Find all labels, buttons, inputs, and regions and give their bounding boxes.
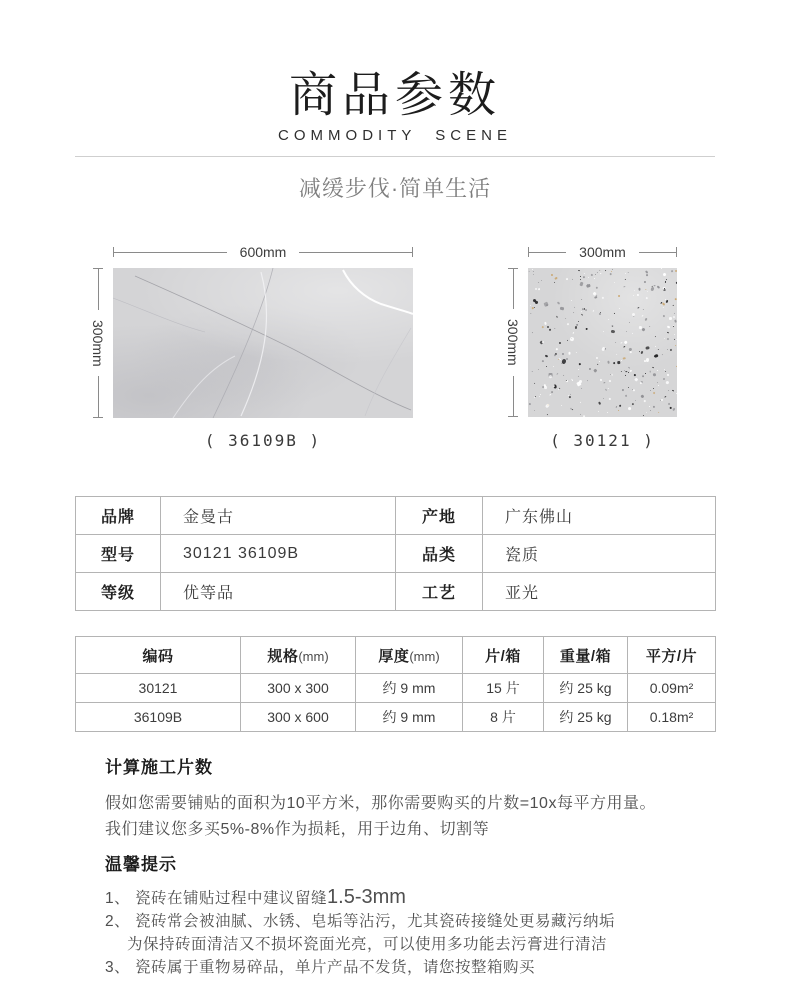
- ruler-line: [513, 269, 514, 309]
- column-header: 编码: [76, 637, 241, 674]
- terrazzo-width-ruler: [528, 244, 677, 260]
- ruler-line: [299, 252, 412, 253]
- info-key: 等级: [76, 573, 161, 611]
- table-row: [76, 573, 716, 611]
- ruler-line: [639, 252, 676, 253]
- info-value: 金曼古: [161, 497, 396, 535]
- column-header: 片/箱: [463, 637, 544, 674]
- ruler-tick: [412, 247, 413, 257]
- tip-text: 瓷砖属于重物易碎品，单片产品不发货，请您按整箱购买: [135, 959, 536, 976]
- info-value: 亚光: [483, 573, 716, 611]
- tip-text: 为保持砖面清洁又不损坏瓷面光亮，可以使用多功能去污膏进行清洁: [127, 936, 608, 953]
- spec-cell: 8 片: [463, 703, 544, 732]
- marble-width-label: 600mm: [239, 244, 287, 260]
- spec-cell: 300 x 600: [241, 703, 356, 732]
- info-key: 产地: [396, 497, 483, 535]
- column-header: 规格(mm): [241, 637, 356, 674]
- product-info-table: [75, 496, 716, 611]
- spec-cell: 15 片: [463, 674, 544, 703]
- tip-item: 2、 瓷砖常会被油腻、水锈、皂垢等沾污，尤其瓷砖接缝处更易藏污纳垢: [105, 913, 616, 930]
- tile-image-36109b: [113, 268, 413, 418]
- spec-cell: 约 25 kg: [544, 703, 628, 732]
- table-row: [76, 674, 716, 703]
- table-header-row: [76, 637, 716, 674]
- marble-caption: ( 36109B ): [204, 431, 322, 450]
- ruler-line: [98, 376, 99, 417]
- terrazzo-width-label: 300mm: [579, 244, 626, 260]
- tip-text: 瓷砖在铺贴过程中建议留缝1.5-3mm: [135, 886, 406, 908]
- ruler-tick: [508, 416, 518, 417]
- ruler-line: [98, 269, 99, 310]
- terrazzo-caption: ( 30121 ): [550, 431, 655, 450]
- spec-cell: 约 9 mm: [356, 674, 463, 703]
- info-value: 优等品: [161, 573, 396, 611]
- calc-line: 假如您需要铺贴的面积为10平方米，那你需要购买的片数=10x每平方用量。: [105, 795, 656, 812]
- calc-section: [105, 753, 725, 843]
- tip-text: 瓷砖常会被油腻、水锈、皂垢等沾污，尤其瓷砖接缝处更易藏污纳垢: [135, 913, 616, 930]
- ruler-tick: [93, 417, 103, 418]
- tip-item: 3、 瓷砖属于重物易碎品，单片产品不发货，请您按整箱购买: [105, 959, 536, 976]
- ruler-line: [529, 252, 566, 253]
- spec-cell: 300 x 300: [241, 674, 356, 703]
- marble-height-ruler: [90, 268, 106, 418]
- tagline: 减缓步伐·简单生活: [298, 176, 492, 201]
- info-key: 品牌: [76, 497, 161, 535]
- terrazzo-height-label: 300mm: [505, 319, 521, 366]
- tips-heading: 温馨提示: [105, 855, 177, 874]
- column-header: 厚度(mm): [356, 637, 463, 674]
- spec-cell: 36109B: [76, 703, 241, 732]
- calc-line: 我们建议您多买5%-8%作为损耗，用于边角、切割等: [105, 821, 490, 838]
- spec-cell: 约 25 kg: [544, 674, 628, 703]
- calc-heading: 计算施工片数: [105, 758, 213, 777]
- spec-cell: 0.18m²: [628, 703, 716, 732]
- tip-highlight: 1.5-3mm: [327, 886, 406, 908]
- info-key: 工艺: [396, 573, 483, 611]
- spec-cell: 约 9 mm: [356, 703, 463, 732]
- ruler-tick: [676, 247, 677, 257]
- column-header: 重量/箱: [544, 637, 628, 674]
- terrazzo-height-ruler: [505, 268, 521, 417]
- ruler-line: [513, 376, 514, 416]
- marble-width-ruler: [113, 244, 413, 260]
- page-subtitle: COMMODITY SCENE: [278, 127, 512, 144]
- marble-veins: [113, 268, 413, 418]
- info-value: 30121 36109B: [161, 535, 396, 573]
- header-divider: [75, 156, 715, 157]
- tips-section: [105, 850, 725, 981]
- column-header: 平方/片: [628, 637, 716, 674]
- info-value: 瓷质: [483, 535, 716, 573]
- spec-cell: 30121: [76, 674, 241, 703]
- tip-item-continuation: [105, 935, 725, 954]
- ruler-line: [114, 252, 227, 253]
- tile-image-30121: [528, 268, 677, 417]
- marble-height-label: 300mm: [90, 319, 106, 367]
- page-title: 商品参数: [288, 69, 501, 122]
- info-value: 广东佛山: [483, 497, 716, 535]
- spec-cell: 0.09m²: [628, 674, 716, 703]
- table-row: [76, 497, 716, 535]
- info-key: 型号: [76, 535, 161, 573]
- table-row: [76, 535, 716, 573]
- table-row: [76, 703, 716, 732]
- spec-table: [75, 636, 716, 732]
- info-key: 品类: [396, 535, 483, 573]
- tip-item: 1、 瓷砖在铺贴过程中建议留缝1.5-3mm: [105, 886, 406, 908]
